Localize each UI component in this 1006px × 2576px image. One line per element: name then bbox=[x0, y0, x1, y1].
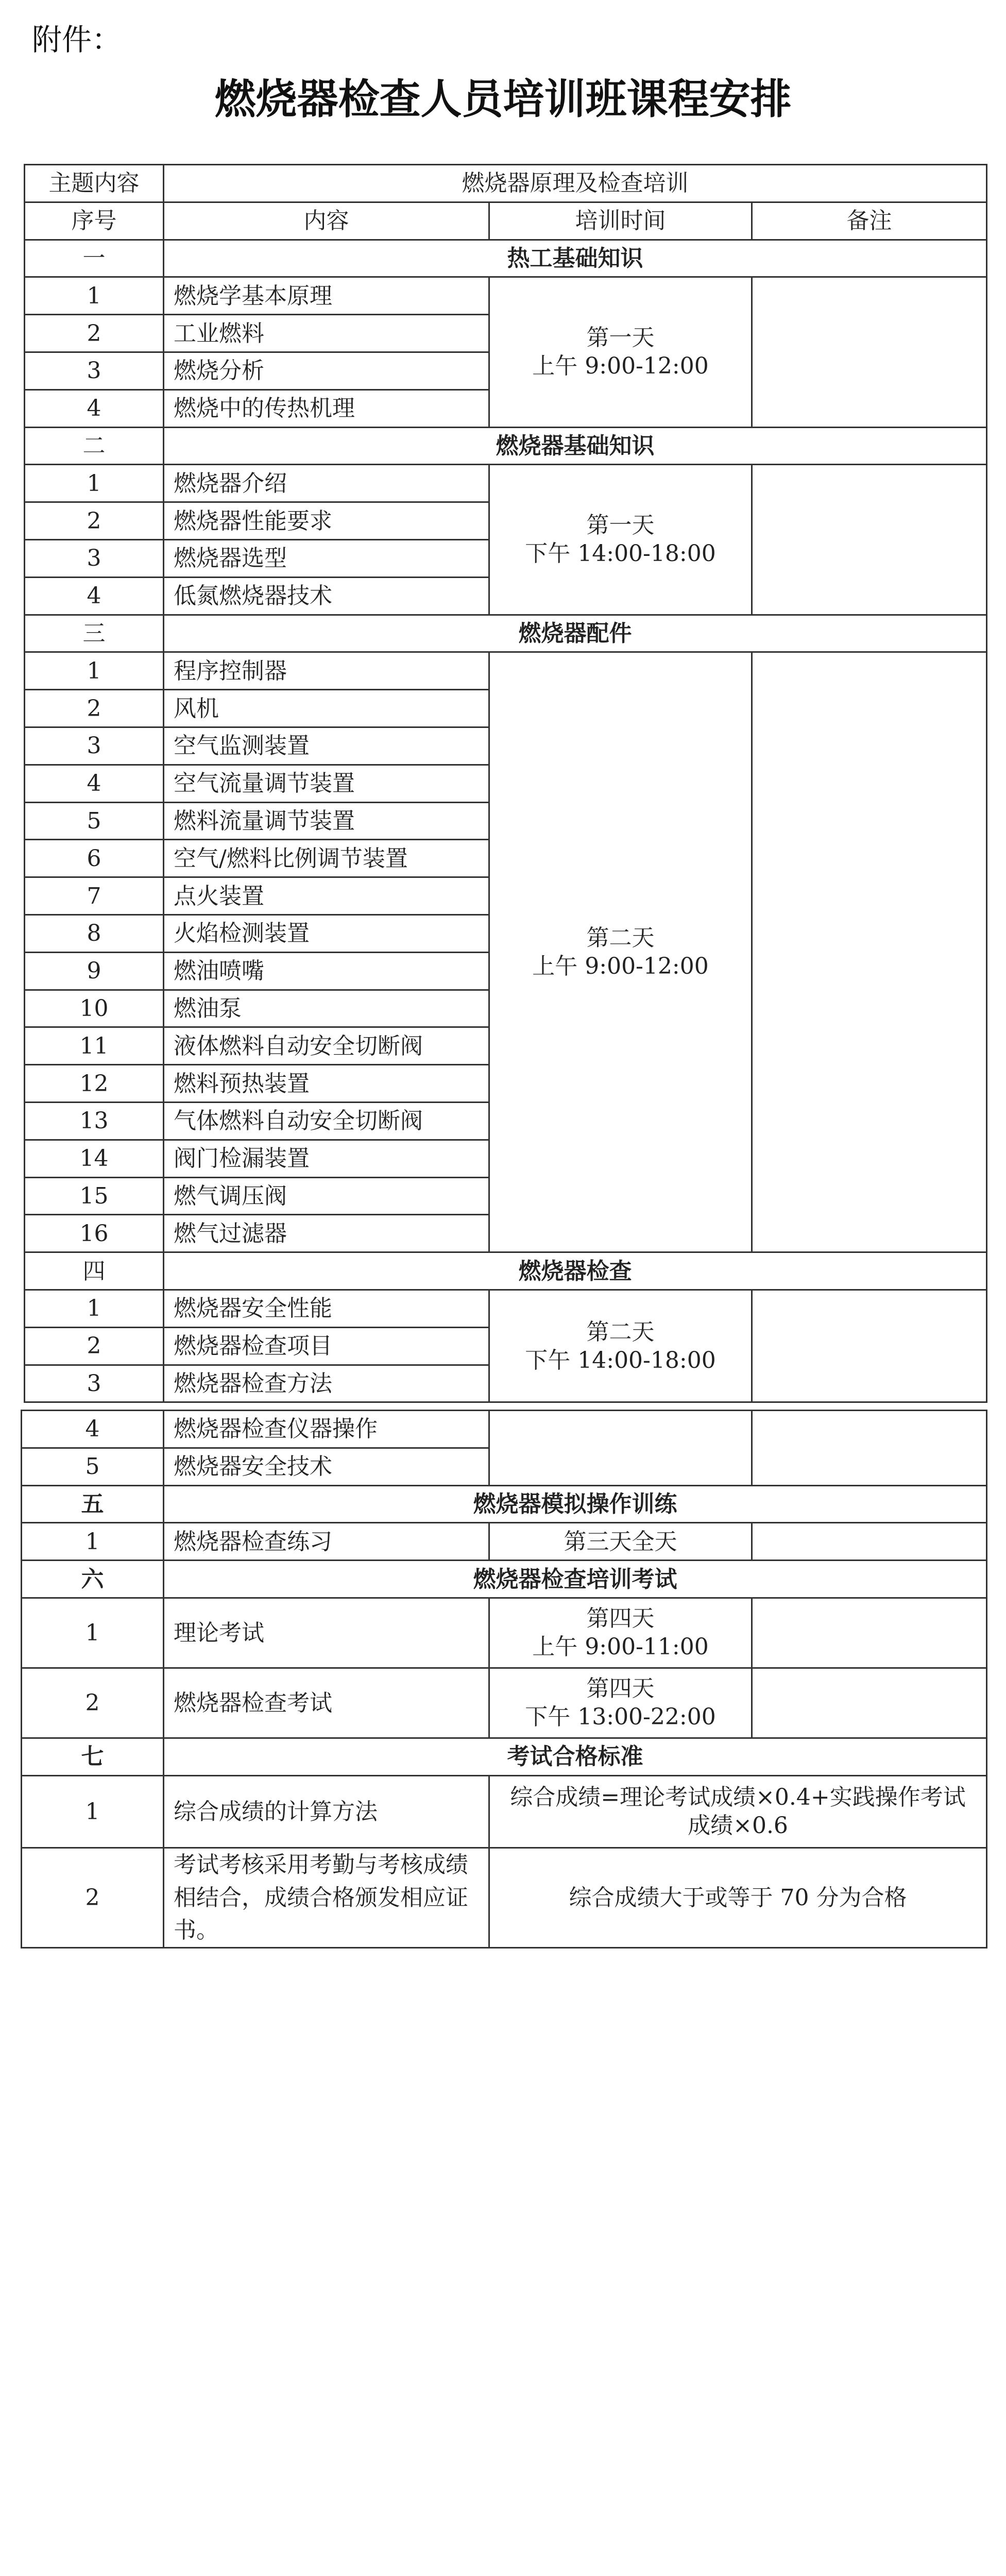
item-content: 燃油泵 bbox=[164, 990, 489, 1027]
schedule-table-part1 bbox=[24, 164, 987, 1403]
time-slot: 下午 13:00-22:00 bbox=[525, 1704, 716, 1731]
item-content: 液体燃料自动安全切断阀 bbox=[164, 1027, 489, 1065]
section-number: 五 bbox=[22, 1485, 164, 1523]
training-time bbox=[489, 277, 752, 427]
item-content: 燃烧器检查方法 bbox=[164, 1365, 489, 1402]
item-content: 低氮燃烧器技术 bbox=[164, 577, 489, 615]
section-title: 燃烧器模拟操作训练 bbox=[164, 1485, 987, 1523]
section-title: 燃烧器检查 bbox=[164, 1252, 987, 1290]
topic-value: 燃烧器原理及检查培训 bbox=[164, 165, 987, 202]
training-time bbox=[489, 1290, 752, 1402]
table-row bbox=[25, 1290, 987, 1327]
item-number: 2 bbox=[22, 1848, 164, 1947]
section-number: 六 bbox=[22, 1561, 164, 1598]
topic-label: 主题内容 bbox=[25, 165, 164, 202]
item-number: 8 bbox=[25, 914, 164, 952]
item-content: 程序控制器 bbox=[164, 652, 489, 690]
item-content: 理论考试 bbox=[164, 1598, 489, 1668]
item-content: 考试考核采用考勤与考核成绩相结合，成绩合格颁发相应证书。 bbox=[164, 1848, 489, 1947]
item-number: 11 bbox=[25, 1027, 164, 1065]
time-day: 第一天 bbox=[586, 325, 655, 351]
item-content: 燃烧分析 bbox=[164, 352, 489, 389]
section-number: 七 bbox=[22, 1738, 164, 1775]
criteria-text: 综合成绩=理论考试成绩×0.4+实践操作考试成绩×0.6 bbox=[489, 1775, 987, 1848]
section-number: 四 bbox=[25, 1252, 164, 1290]
item-number: 3 bbox=[25, 1365, 164, 1402]
schedule-table-part2 bbox=[21, 1410, 987, 1948]
table-row bbox=[22, 1775, 987, 1848]
note-cell bbox=[752, 465, 987, 615]
item-content: 燃烧器安全性能 bbox=[164, 1290, 489, 1327]
section-number: 一 bbox=[25, 240, 164, 277]
item-number: 4 bbox=[25, 389, 164, 427]
item-number: 10 bbox=[25, 990, 164, 1027]
item-content: 燃油喷嘴 bbox=[164, 952, 489, 990]
item-number: 1 bbox=[22, 1775, 164, 1848]
time-slot: 上午 9:00-11:00 bbox=[532, 1634, 709, 1660]
item-number: 2 bbox=[25, 502, 164, 540]
item-number: 1 bbox=[22, 1598, 164, 1668]
item-content: 综合成绩的计算方法 bbox=[164, 1775, 489, 1848]
item-number: 1 bbox=[25, 1290, 164, 1327]
col-no-header: 序号 bbox=[25, 202, 164, 240]
item-number: 7 bbox=[25, 877, 164, 915]
item-number: 2 bbox=[25, 1327, 164, 1365]
col-content-header: 内容 bbox=[164, 202, 489, 240]
table-row bbox=[22, 1411, 987, 1448]
item-number: 9 bbox=[25, 952, 164, 990]
item-number: 3 bbox=[25, 727, 164, 765]
item-content: 气体燃料自动安全切断阀 bbox=[164, 1102, 489, 1140]
section-row bbox=[25, 1252, 987, 1290]
training-time bbox=[489, 1598, 752, 1668]
item-content: 燃气调压阀 bbox=[164, 1177, 489, 1215]
item-number: 3 bbox=[25, 539, 164, 577]
item-number: 2 bbox=[22, 1668, 164, 1738]
training-time bbox=[489, 1411, 752, 1486]
note-cell bbox=[752, 1598, 987, 1668]
item-number: 14 bbox=[25, 1140, 164, 1177]
item-number: 16 bbox=[25, 1215, 164, 1252]
note-cell bbox=[752, 652, 987, 1252]
time-slot: 上午 9:00-12:00 bbox=[532, 953, 709, 980]
item-content: 燃烧器安全技术 bbox=[164, 1448, 489, 1485]
item-number: 1 bbox=[22, 1523, 164, 1561]
note-cell bbox=[752, 1668, 987, 1738]
training-time bbox=[489, 1668, 752, 1738]
col-time-header: 培训时间 bbox=[489, 202, 752, 240]
item-content: 燃烧器性能要求 bbox=[164, 502, 489, 540]
item-content: 工业燃料 bbox=[164, 315, 489, 352]
item-content: 点火装置 bbox=[164, 877, 489, 915]
item-number: 4 bbox=[25, 577, 164, 615]
item-content: 火焰检测装置 bbox=[164, 914, 489, 952]
note-cell bbox=[752, 1290, 987, 1402]
item-content: 风机 bbox=[164, 690, 489, 727]
section-number: 二 bbox=[25, 427, 164, 465]
section-row bbox=[22, 1561, 987, 1598]
section-row bbox=[22, 1485, 987, 1523]
annex-label: 附件： bbox=[32, 22, 122, 57]
item-number: 2 bbox=[25, 690, 164, 727]
col-note-header: 备注 bbox=[752, 202, 987, 240]
item-content: 燃气过滤器 bbox=[164, 1215, 489, 1252]
section-title: 燃烧器配件 bbox=[164, 615, 987, 652]
item-number: 2 bbox=[25, 315, 164, 352]
topic-row bbox=[25, 165, 987, 202]
table-row bbox=[25, 277, 987, 315]
note-cell bbox=[752, 1523, 987, 1561]
item-number: 5 bbox=[25, 802, 164, 840]
section-row bbox=[22, 1738, 987, 1775]
item-content: 燃料流量调节装置 bbox=[164, 802, 489, 840]
item-content: 燃烧器检查仪器操作 bbox=[164, 1411, 489, 1448]
table-row bbox=[25, 652, 987, 690]
note-cell bbox=[752, 1411, 987, 1486]
time-day: 第四天 bbox=[586, 1675, 655, 1702]
item-content: 燃烧器介绍 bbox=[164, 465, 489, 502]
table-row bbox=[22, 1848, 987, 1947]
item-content: 燃烧学基本原理 bbox=[164, 277, 489, 315]
header-row bbox=[25, 202, 987, 240]
item-content: 空气监测装置 bbox=[164, 727, 489, 765]
time-day: 第一天 bbox=[586, 512, 655, 539]
item-number: 1 bbox=[25, 277, 164, 315]
section-title: 考试合格标准 bbox=[164, 1738, 987, 1775]
training-time bbox=[489, 652, 752, 1252]
table-row bbox=[22, 1668, 987, 1738]
item-number: 12 bbox=[25, 1065, 164, 1103]
section-row bbox=[25, 615, 987, 652]
time-day: 第四天 bbox=[586, 1605, 655, 1632]
item-number: 5 bbox=[22, 1448, 164, 1485]
training-time bbox=[489, 465, 752, 615]
section-title: 燃烧器检查培训考试 bbox=[164, 1561, 987, 1598]
time-slot: 上午 9:00-12:00 bbox=[532, 353, 709, 380]
item-content: 燃烧器检查考试 bbox=[164, 1668, 489, 1738]
table-row bbox=[22, 1523, 987, 1561]
item-number: 1 bbox=[25, 465, 164, 502]
time-day: 第二天 bbox=[586, 925, 655, 952]
section-row bbox=[25, 427, 987, 465]
table-row bbox=[25, 465, 987, 502]
item-number: 3 bbox=[25, 352, 164, 389]
item-content: 燃烧器选型 bbox=[164, 539, 489, 577]
item-number: 15 bbox=[25, 1177, 164, 1215]
item-content: 阀门检漏装置 bbox=[164, 1140, 489, 1177]
item-number: 1 bbox=[25, 652, 164, 690]
table-row bbox=[22, 1598, 987, 1668]
section-number: 三 bbox=[25, 615, 164, 652]
item-number: 4 bbox=[22, 1411, 164, 1448]
time-slot: 下午 14:00-18:00 bbox=[525, 540, 716, 567]
section-row bbox=[25, 240, 987, 277]
item-number: 13 bbox=[25, 1102, 164, 1140]
item-content: 燃烧中的传热机理 bbox=[164, 389, 489, 427]
time-slot: 下午 14:00-18:00 bbox=[525, 1347, 716, 1374]
item-content: 燃料预热装置 bbox=[164, 1065, 489, 1103]
time-day: 第二天 bbox=[586, 1318, 655, 1345]
section-title: 热工基础知识 bbox=[164, 240, 987, 277]
item-content: 燃烧器检查练习 bbox=[164, 1523, 489, 1561]
note-cell bbox=[752, 277, 987, 427]
item-content: 燃烧器检查项目 bbox=[164, 1327, 489, 1365]
criteria-text: 综合成绩大于或等于 70 分为合格 bbox=[489, 1848, 987, 1947]
item-content: 空气/燃料比例调节装置 bbox=[164, 840, 489, 877]
item-number: 4 bbox=[25, 765, 164, 802]
item-content: 空气流量调节装置 bbox=[164, 765, 489, 802]
page-title: 燃烧器检查人员培训班课程安排 bbox=[214, 75, 792, 123]
item-number: 6 bbox=[25, 840, 164, 877]
section-title: 燃烧器基础知识 bbox=[164, 427, 987, 465]
training-time: 第三天全天 bbox=[489, 1523, 752, 1561]
